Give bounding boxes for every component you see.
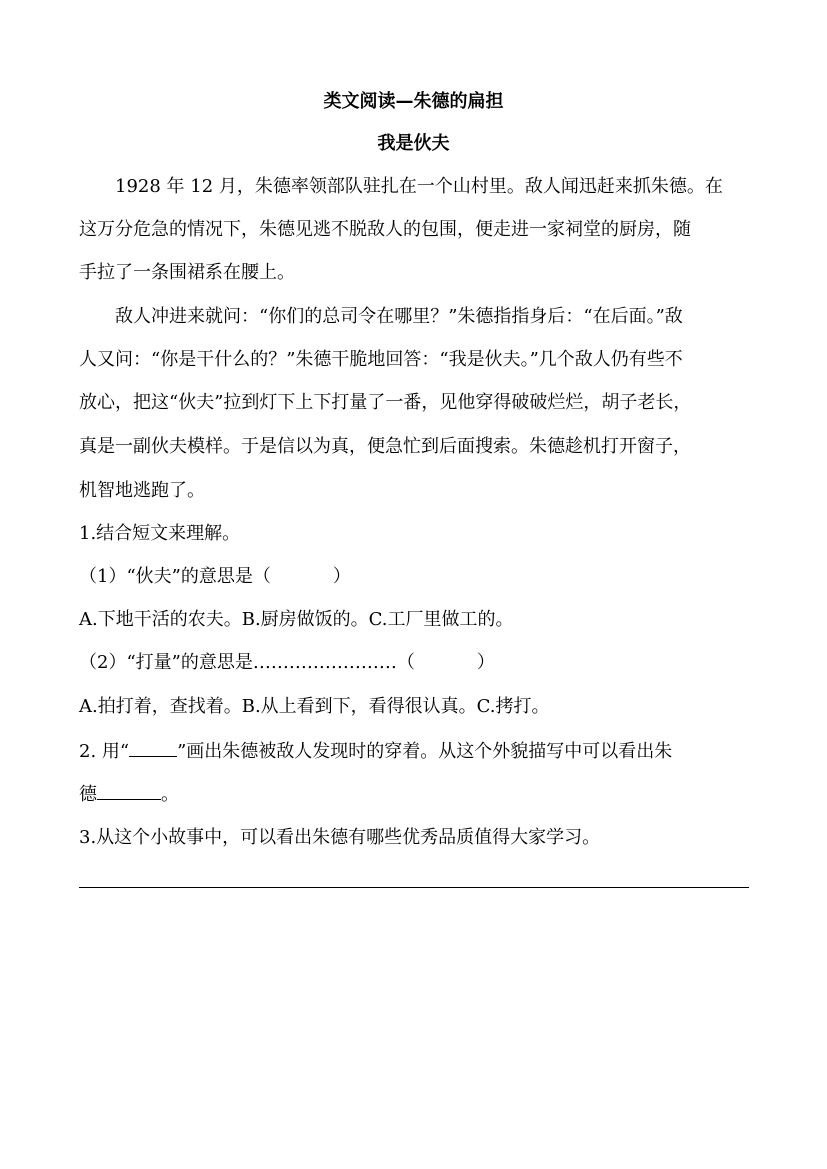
question-1-1-options: A.下地干活的农夫。B.厨房做饭的。C.工厂里做工的。: [79, 609, 514, 630]
question-1-1: [79, 564, 749, 590]
page-title: 类文阅读—朱德的扁担: [323, 91, 504, 112]
question-2-text: 。: [161, 784, 179, 805]
passage-line: 1928 年 12 月，朱德率领部队驻扎在一个山村里。敌人闻迅赶来抓朱德。在: [115, 176, 723, 197]
question-1-1-prompt: （1）“伙夫”的意思是（: [79, 566, 271, 587]
question-1-stem: 1.结合短文来理解。: [79, 523, 241, 544]
passage-title: 我是伙夫: [377, 133, 450, 154]
passage-line: 放心，把这“伙夫”拉到灯下上下打量了一番，见他穿得破破烂烂，胡子老长，: [79, 392, 692, 413]
passage-line: 这万分危急的情况下，朱德见逃不脱敌人的包围，便走进一家祠堂的厨房，随: [79, 219, 691, 240]
underline-marker: [129, 738, 177, 757]
question-2-line1: [79, 738, 749, 765]
answer-line[interactable]: [79, 887, 749, 888]
question-3-stem: 3.从这个小故事中，可以看出朱德有哪些优秀品质值得大家学习。: [79, 827, 601, 848]
question-1-2: [79, 650, 749, 676]
question-2-text: 德: [79, 784, 97, 805]
answer-blank[interactable]: [97, 781, 161, 800]
closing-paren: ）: [332, 566, 351, 587]
passage-line: 人又问：“你是干什么的？”朱德干脆地回答：“我是伙夫。”几个敌人仍有些不: [79, 349, 683, 370]
question-1-2-options: A.拍打着，查找着。B.从上看到下，看得很认真。C.拷打。: [79, 696, 550, 717]
question-2-line2: [79, 781, 749, 808]
question-1-2-prompt: （2）“打量”的意思是……………………（: [79, 652, 415, 673]
question-2-text: 2. 用“: [79, 741, 130, 762]
passage-line: 真是一副伙夫模样。于是信以为真，便急忙到后面搜索。朱德趁机打开窗子，: [79, 436, 691, 457]
passage-line: 敌人冲进来就问：“你们的总司令在哪里？”朱德指指身后：“在后面。”敌: [115, 306, 683, 327]
question-2-text: ”画出朱德被敌人发现时的穿着。从这个外貌描写中可以看出朱: [177, 741, 673, 762]
closing-paren: ）: [476, 652, 495, 673]
passage-line: 机智地逃跑了。: [79, 480, 205, 501]
passage-line: 手拉了一条围裙系在腰上。: [79, 262, 295, 283]
